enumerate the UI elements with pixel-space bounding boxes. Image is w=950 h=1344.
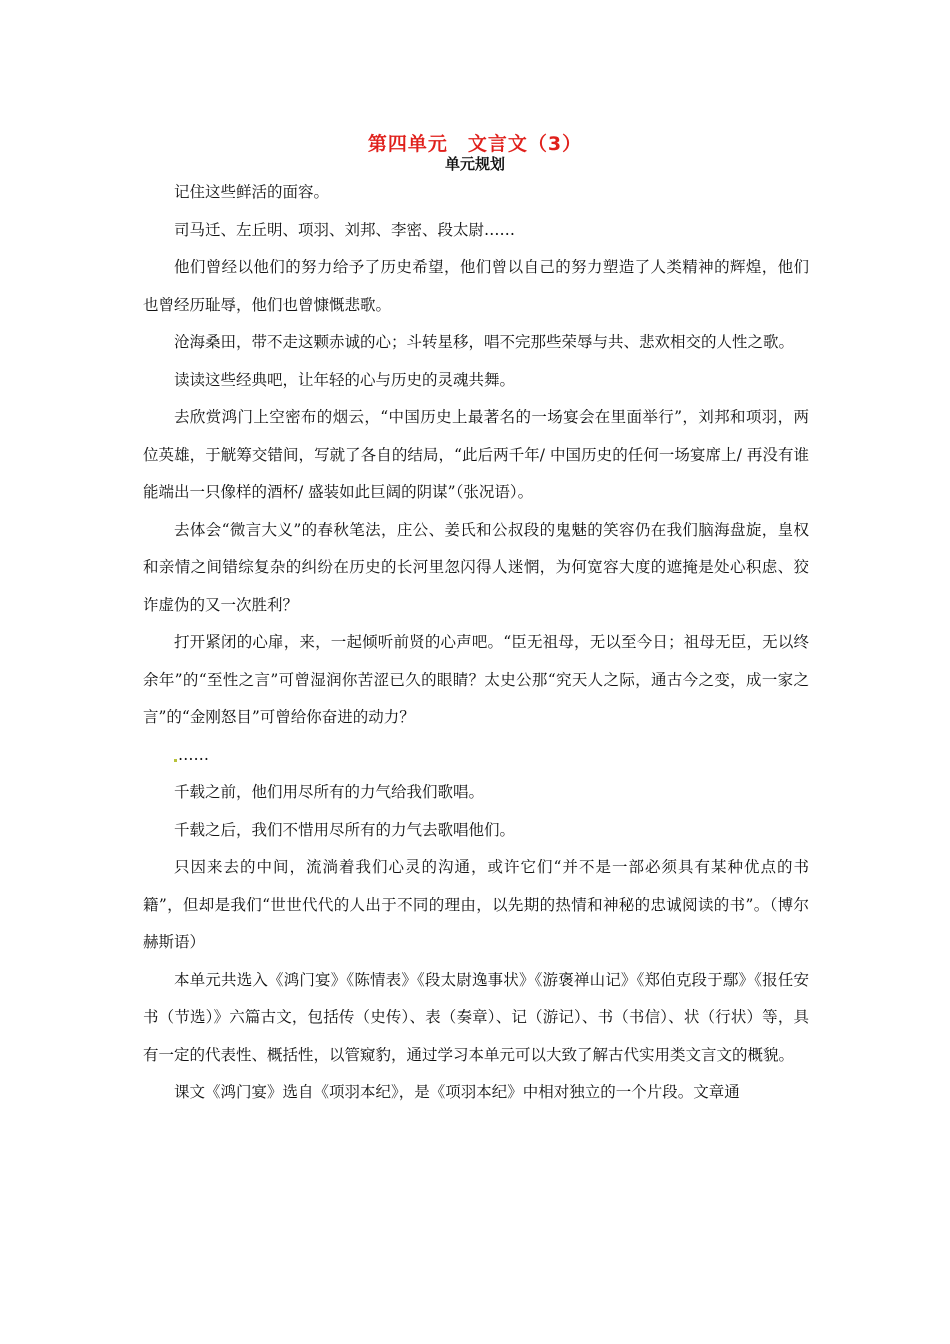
ellipsis-paragraph (143, 737, 809, 775)
paragraph: 记住这些鲜活的面容。 (174, 183, 330, 201)
paragraph: 沧海桑田，带不走这颗赤诚的心；斗转星移，唱不完那些荣辱与共、悲欢相交的人性之歌。 (174, 333, 795, 351)
paragraph: 他们曾经以他们的努力给予了历史希望，他们曾以自己的努力塑造了人类精神的辉煌，他们也曾经历耻辱，他们也曾慷慨悲歌。 (143, 258, 809, 314)
paragraph: 读读这些经典吧，让年轻的心与历史的灵魂共舞。 (174, 370, 516, 389)
paragraph: 司马迁、左丘明、项羽、刘邦、李密、段太尉…… (174, 220, 516, 239)
paragraph: 只因来去的中间，流淌着我们心灵的沟通，或许它们“并不是一部必须具有某种优点的书籍”，但却是我们“世世代代的人出于不同的理由，以先期的热情和神秘的忠诚阅读的书”。（博尔赫斯语） (143, 858, 809, 951)
page-title: 第四单元 文言文（3） (367, 133, 583, 155)
marker-dot-icon (174, 759, 177, 762)
paragraph: 去欣赏鸿门上空密布的烟云，“中国历史上最著名的一场宴会在里面举行”，刘邦和项羽，两位英雄，于觥筹交错间，写就了各自的结局，“此后两千年/ 中国历史的任何一场宴席上/ 再没有谁能端出一只像样的酒杯/ 盛装如此巨阔的阴谋”（张况语）。 (143, 408, 809, 501)
ellipsis-text: …… (178, 745, 209, 764)
paragraph: 本单元共选入《鸿门宴》《陈情表》《段太尉逸事状》《游褒禅山记》《郑伯克段于鄢》《报任安书（节选）》六篇古文，包括传（史传）、表（奏章）、记（游记）、书（书信）、状（行状）等，具有一定的代表性、概括性，以管窥豹，通过学习本单元可以大致了解古代实用类文言文的概貌。 (143, 970, 809, 1064)
section-subtitle: 单元规划 (444, 155, 505, 173)
paragraph: 千载之后，我们不惜用尽所有的力气去歌唱他们。 (174, 820, 516, 839)
body-text (143, 174, 809, 1112)
paragraph: 打开紧闭的心扉，来，一起倾听前贤的心声吧。“臣无祖母，无以至今日；祖母无臣，无以终余年”的“至性之言”可曾湿润你苦涩已久的眼睛？太史公那“究天人之际，通古今之变，成一家之言”的“金刚怒目”可曾给你奋进的动力？ (143, 633, 809, 726)
paragraph: 课文《鸿门宴》选自《项羽本纪》，是《项羽本纪》中相对独立的一个片段。文章通 (174, 1083, 740, 1101)
paragraph: 去体会“微言大义”的春秋笔法，庄公、姜氏和公叔段的鬼魅的笑容仍在我们脑海盘旋，皇权和亲情之间错综复杂的纠纷在历史的长河里忽闪得人迷惘，为何宽容大度的遮掩是处心积虑、狡诈虚伪的又一次胜利？ (143, 520, 809, 614)
paragraph: 千载之前，他们用尽所有的力气给我们歌唱。 (174, 783, 485, 801)
